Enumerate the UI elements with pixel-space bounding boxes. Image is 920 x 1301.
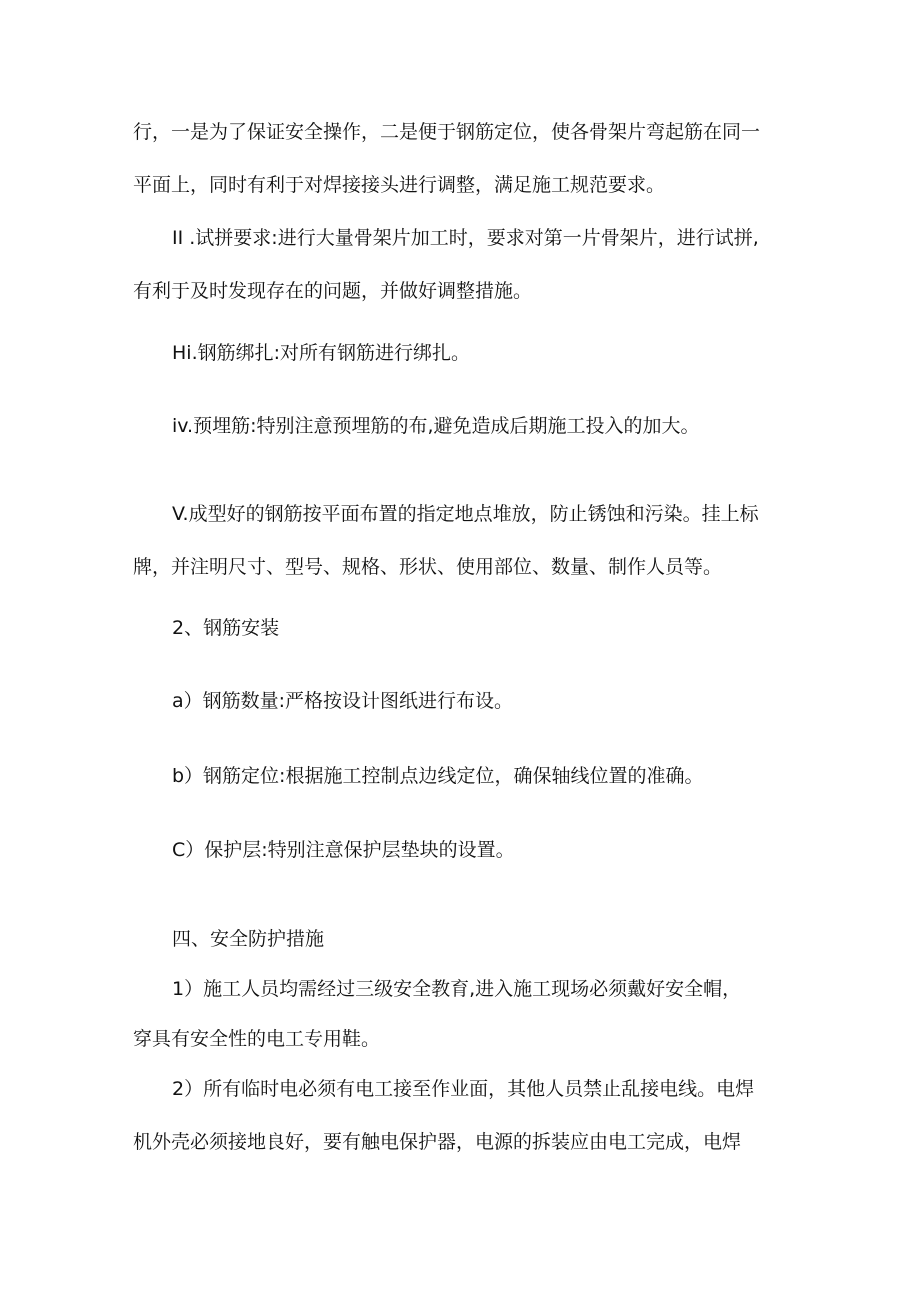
list-item-embedded-bars: iv.预埋筋:特别注意预埋筋的布,避免造成后期施工投入的加大。 — [172, 415, 700, 437]
list-item-binding: Hi.钢筋绑扎:对所有钢筋进行绑扎。 — [172, 342, 471, 364]
section-heading-installation: 2、钢筋安装 — [172, 617, 280, 639]
list-item-stacking: V.成型好的钢筋按平面布置的指定地点堆放，防止锈蚀和污染。挂上标 — [172, 503, 759, 525]
list-item-cover-layer: C）保护层:特别注意保护层垫块的设置。 — [172, 839, 515, 861]
list-item-temporary-power: 2）所有临时电必须有电工接至作业面，其他人员禁止乱接电线。电焊 — [172, 1078, 755, 1100]
section-heading-safety: 四、安全防护措施 — [172, 928, 325, 950]
paragraph-line: 行，一是为了保证安全操作，二是便于钢筋定位，使各骨架片弯起筋在同一 — [133, 121, 761, 143]
list-item-quantity: a）钢筋数量:严格按设计图纸进行布设。 — [172, 690, 514, 712]
list-item-safety-education: 1）施工人员均需经过三级安全教育,进入施工现场必须戴好安全帽， — [172, 978, 742, 1000]
paragraph-line: 机外壳必须接地良好，要有触电保护器，电源的拆装应由电工完成，电焊 — [133, 1131, 742, 1153]
paragraph-line: 有利于及时发现存在的问题，并做好调整措施。 — [133, 280, 533, 302]
list-item-trial-assembly: II .试拼要求:进行大量骨架片加工时，要求对第一片骨架片，进行试拼, — [172, 227, 759, 249]
list-item-positioning: b）钢筋定位:根据施工控制点边线定位，确保轴线位置的准确。 — [172, 765, 704, 787]
paragraph-line: 牌，并注明尺寸、型号、规格、形状、使用部位、数量、制作人员等。 — [133, 556, 723, 578]
paragraph-line: 平面上，同时有利于对焊接接头进行调整，满足施工规范要求。 — [133, 174, 666, 196]
paragraph-line: 穿具有安全性的电工专用鞋。 — [133, 1028, 381, 1050]
